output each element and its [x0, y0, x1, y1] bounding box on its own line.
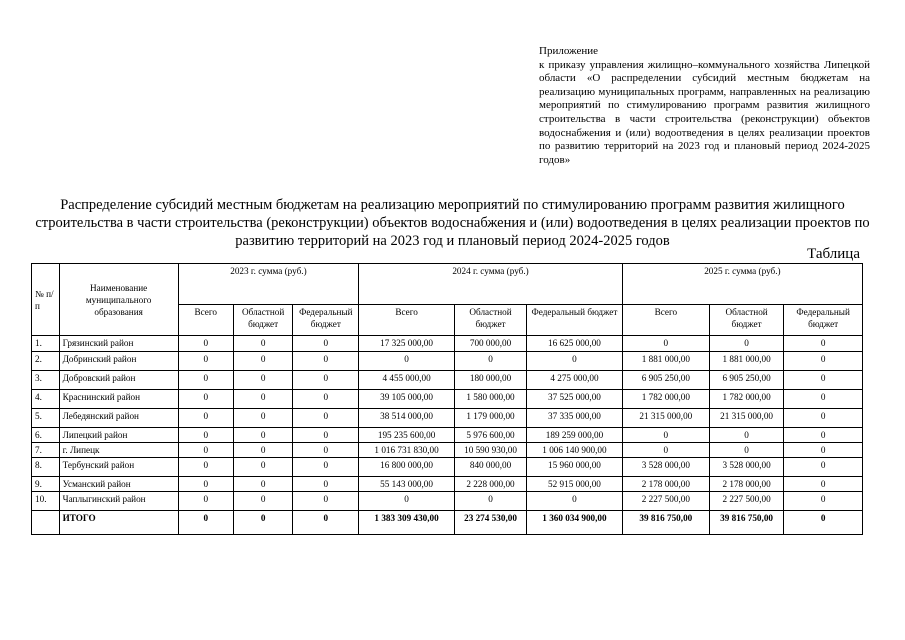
- row-value: 3 528 000,00: [709, 458, 783, 477]
- row-value: 6 905 250,00: [709, 371, 783, 390]
- row-value: 0: [527, 352, 623, 371]
- row-value: 0: [454, 492, 526, 511]
- row-value: 1 016 731 830,00: [359, 443, 455, 458]
- table-row: [32, 477, 863, 492]
- row-municipality: Тербунский район: [59, 458, 178, 477]
- row-value: 16 625 000,00: [527, 336, 623, 352]
- header-federal: Федеральный бюджет: [527, 305, 623, 336]
- row-number: 9.: [32, 477, 60, 492]
- row-value: 0: [784, 352, 863, 371]
- total-empty-cell: [32, 511, 60, 535]
- row-value: 0: [784, 390, 863, 409]
- row-value: 1 782 000,00: [622, 390, 709, 409]
- header-2025: 2025 г. сумма (руб.): [622, 264, 862, 305]
- header-total: Всего: [622, 305, 709, 336]
- row-value: 0: [293, 492, 359, 511]
- row-number: 3.: [32, 371, 60, 390]
- row-value: 0: [784, 371, 863, 390]
- total-value: 1 360 034 900,00: [527, 511, 623, 535]
- row-municipality: Краснинский район: [59, 390, 178, 409]
- row-value: 0: [178, 352, 233, 371]
- row-value: 195 235 600,00: [359, 428, 455, 443]
- row-municipality: г. Липецк: [59, 443, 178, 458]
- row-municipality: Усманский район: [59, 477, 178, 492]
- row-value: 2 227 500,00: [622, 492, 709, 511]
- row-value: 0: [784, 336, 863, 352]
- header-num: № п/п: [32, 264, 60, 336]
- row-value: 0: [622, 336, 709, 352]
- table-row: [32, 371, 863, 390]
- row-number: 8.: [32, 458, 60, 477]
- table-row: [32, 458, 863, 477]
- row-value: 0: [293, 336, 359, 352]
- total-value: 39 816 750,00: [622, 511, 709, 535]
- document-title: Распределение субсидий местным бюджетам на реализацию мероприятий по стимулированию программ развития жилищного строительства в части строительства (реконструкции) объектов водоснабжения и (или) водоотведения в целях реализации проектов по развитию территорий на 2023 год и плановый период 2024-2025 годов: [35, 197, 870, 249]
- table-body: [32, 336, 863, 535]
- row-value: 0: [233, 390, 293, 409]
- row-value: 0: [359, 492, 455, 511]
- row-value: 0: [233, 371, 293, 390]
- row-value: 21 315 000,00: [709, 409, 783, 428]
- total-value: 0: [233, 511, 293, 535]
- row-value: 0: [709, 336, 783, 352]
- row-value: 0: [709, 428, 783, 443]
- row-value: 0: [784, 492, 863, 511]
- table-row: [32, 492, 863, 511]
- row-value: 0: [293, 409, 359, 428]
- row-value: 0: [233, 477, 293, 492]
- total-value: 0: [178, 511, 233, 535]
- row-value: 840 000,00: [454, 458, 526, 477]
- row-value: 0: [527, 492, 623, 511]
- row-value: 0: [293, 477, 359, 492]
- row-value: 0: [784, 409, 863, 428]
- row-value: 700 000,00: [454, 336, 526, 352]
- row-value: 4 455 000,00: [359, 371, 455, 390]
- total-value: 39 816 750,00: [709, 511, 783, 535]
- row-value: 0: [784, 428, 863, 443]
- row-municipality: Грязинский район: [59, 336, 178, 352]
- row-number: 7.: [32, 443, 60, 458]
- row-value: 1 881 000,00: [622, 352, 709, 371]
- row-value: 0: [233, 336, 293, 352]
- row-value: 37 525 000,00: [527, 390, 623, 409]
- row-value: 0: [784, 443, 863, 458]
- row-value: 15 960 000,00: [527, 458, 623, 477]
- row-value: 1 782 000,00: [709, 390, 783, 409]
- header-name: Наименование муниципального образования: [59, 264, 178, 336]
- table-row: [32, 336, 863, 352]
- table-label: Таблица: [807, 246, 860, 262]
- appendix-note: [539, 45, 870, 167]
- row-value: 5 976 600,00: [454, 428, 526, 443]
- row-value: 0: [233, 443, 293, 458]
- row-municipality: Липецкий район: [59, 428, 178, 443]
- row-value: 6 905 250,00: [622, 371, 709, 390]
- header-total: Всего: [359, 305, 455, 336]
- row-value: 0: [293, 371, 359, 390]
- table-row: [32, 352, 863, 371]
- header-regional: Областной бюджет: [454, 305, 526, 336]
- row-value: 17 325 000,00: [359, 336, 455, 352]
- total-value: 0: [293, 511, 359, 535]
- header-federal: Федеральный бюджет: [784, 305, 863, 336]
- row-value: 0: [178, 443, 233, 458]
- row-number: 4.: [32, 390, 60, 409]
- row-value: 180 000,00: [454, 371, 526, 390]
- row-value: 3 528 000,00: [622, 458, 709, 477]
- row-value: 0: [233, 428, 293, 443]
- row-value: 0: [293, 443, 359, 458]
- row-value: 1 580 000,00: [454, 390, 526, 409]
- row-value: 0: [233, 458, 293, 477]
- row-value: 4 275 000,00: [527, 371, 623, 390]
- header-federal: Федеральный бюджет: [293, 305, 359, 336]
- appendix-heading: Приложение: [539, 45, 599, 57]
- row-value: 0: [454, 352, 526, 371]
- row-value: 52 915 000,00: [527, 477, 623, 492]
- header-regional: Областной бюджет: [233, 305, 293, 336]
- row-value: 1 006 140 900,00: [527, 443, 623, 458]
- table-row: [32, 409, 863, 428]
- row-number: 5.: [32, 409, 60, 428]
- row-value: 0: [178, 477, 233, 492]
- row-municipality: Добринский район: [59, 352, 178, 371]
- total-label: ИТОГО: [59, 511, 178, 535]
- row-value: 0: [709, 443, 783, 458]
- row-value: 0: [293, 390, 359, 409]
- row-value: 0: [233, 409, 293, 428]
- row-municipality: Чаплыгинский район: [59, 492, 178, 511]
- row-value: 10 590 930,00: [454, 443, 526, 458]
- row-value: 0: [784, 477, 863, 492]
- header-2024: 2024 г. сумма (руб.): [359, 264, 623, 305]
- header-regional: Областной бюджет: [709, 305, 783, 336]
- row-value: 2 228 000,00: [454, 477, 526, 492]
- row-value: 37 335 000,00: [527, 409, 623, 428]
- row-value: 0: [359, 352, 455, 371]
- table-row: [32, 443, 863, 458]
- row-value: 0: [233, 492, 293, 511]
- subsidy-table: [31, 263, 863, 535]
- row-value: 0: [293, 428, 359, 443]
- row-value: 0: [293, 458, 359, 477]
- row-value: 189 259 000,00: [527, 428, 623, 443]
- row-value: 0: [178, 409, 233, 428]
- row-value: 0: [178, 458, 233, 477]
- row-value: 0: [178, 428, 233, 443]
- row-value: 0: [178, 336, 233, 352]
- row-value: 38 514 000,00: [359, 409, 455, 428]
- table-row: [32, 428, 863, 443]
- row-value: 16 800 000,00: [359, 458, 455, 477]
- row-value: 0: [178, 492, 233, 511]
- row-number: 10.: [32, 492, 60, 511]
- total-value: 1 383 309 430,00: [359, 511, 455, 535]
- appendix-body: к приказу управления жилищно–коммунального хозяйства Липецкой области «О распределении субсидий местным бюджетам на реализацию муниципальных программ, направленных на реализацию мероприятий по стимулированию программ развития жилищного строительства в части строительства (реконструкции) объектов водоснабжения и (или) водоотведения в целях реализации проектов по развитию территорий на 2023 год и плановый период 2024-2025 годов»: [539, 58, 870, 166]
- row-value: 39 105 000,00: [359, 390, 455, 409]
- row-municipality: Добровский район: [59, 371, 178, 390]
- row-value: 21 315 000,00: [622, 409, 709, 428]
- table-row: [32, 390, 863, 409]
- row-value: 2 178 000,00: [622, 477, 709, 492]
- row-value: 0: [622, 443, 709, 458]
- row-value: 2 178 000,00: [709, 477, 783, 492]
- row-number: 1.: [32, 336, 60, 352]
- row-value: 1 881 000,00: [709, 352, 783, 371]
- row-value: 0: [293, 352, 359, 371]
- header-total: Всего: [178, 305, 233, 336]
- row-number: 2.: [32, 352, 60, 371]
- row-value: 0: [233, 352, 293, 371]
- total-value: 23 274 530,00: [454, 511, 526, 535]
- row-municipality: Лебедянский район: [59, 409, 178, 428]
- row-value: 0: [178, 390, 233, 409]
- row-value: 1 179 000,00: [454, 409, 526, 428]
- row-value: 0: [178, 371, 233, 390]
- row-number: 6.: [32, 428, 60, 443]
- total-row: [32, 511, 863, 535]
- row-value: 2 227 500,00: [709, 492, 783, 511]
- row-value: 0: [784, 458, 863, 477]
- total-value: 0: [784, 511, 863, 535]
- row-value: 55 143 000,00: [359, 477, 455, 492]
- row-value: 0: [622, 428, 709, 443]
- header-2023: 2023 г. сумма (руб.): [178, 264, 359, 305]
